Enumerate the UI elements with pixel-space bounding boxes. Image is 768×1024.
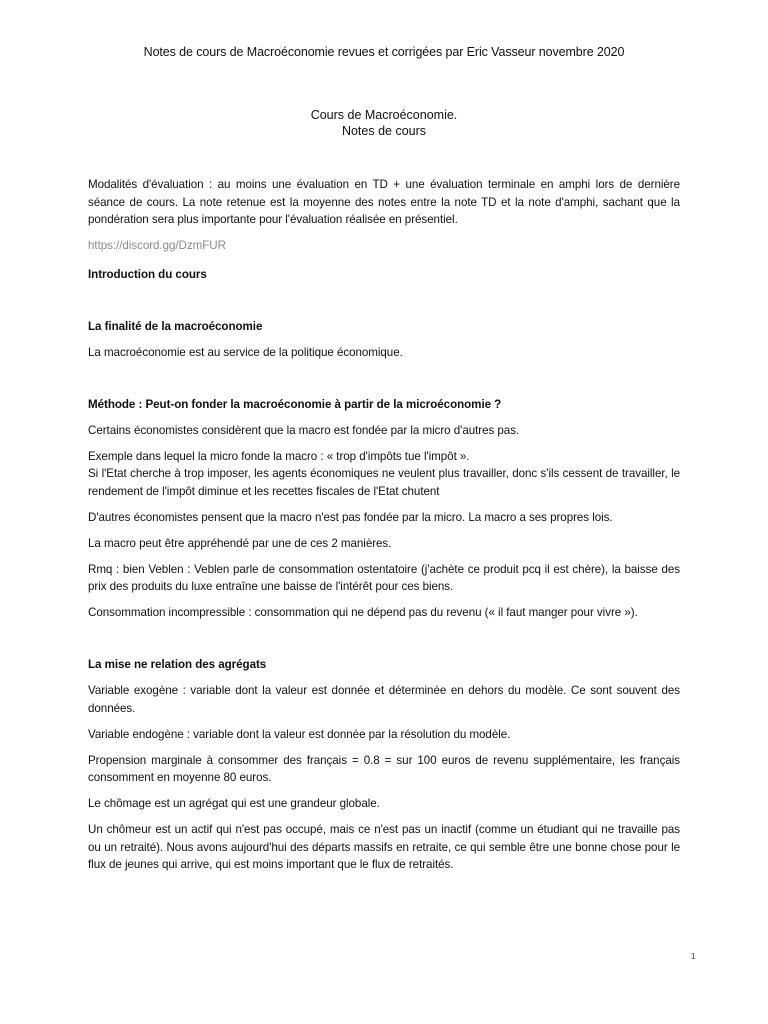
methode-paragraph-3: D'autres économistes pensent que la macro n'est pas fondée par la micro. La macro a ses propres lois. (88, 510, 613, 524)
course-subtitle: Notes de cours (341, 124, 427, 138)
course-title: Cours de Macroéconomie. (310, 108, 458, 122)
methode-paragraph-2b: Si l'Etat cherche à trop imposer, les agents économiques ne veulent plus travailler, donc s'ils cessent de travailler, le rendement de l'impôt diminue et les recettes fiscales de l'Etat chutent (88, 467, 680, 498)
finalite-paragraph: La macroéconomie est au service de la politique économique. (88, 345, 403, 359)
agregats-paragraph-5: Un chômeur est un actif qui n'est pas occupé, mais ce n'est pas un inactif (comme un étudiant qui ne travaille pas ou un retraité). Nous avons aujourd'hui des départs massifs en retraite, ce qui semble être une bonne chose pour le flux de jeunes qui arrive, qui est moins important que le flux de retraités. (88, 823, 680, 871)
finalite-heading: La finalité de la macroéconomie (88, 319, 263, 333)
discord-link[interactable]: https://discord.gg/DzmFUR (88, 239, 226, 252)
agregats-heading: La mise ne relation des agrégats (88, 658, 267, 671)
methode-paragraph-1: Certains économistes considèrent que la macro est fondée par la micro d'autres pas. (88, 423, 520, 437)
agregats-paragraph-1: Variable exogène : variable dont la valeur est donnée et déterminée en dehors du modèle. Ce sont souvent des données. (88, 684, 680, 715)
page-number: 1 (691, 952, 696, 961)
methode-paragraph-5: Rmq : bien Veblen : Veblen parle de consommation ostentatoire (j'achète ce produit pcq il est chère), la baisse des prix des produits du luxe entraîne une baisse de l'intérêt pour ces biens. (88, 562, 680, 593)
modalites-paragraph: Modalités d'évaluation : au moins une évaluation en TD + une évaluation terminale en amphi lors de dernière séance de cours. La note retenue est la moyenne des notes entre la note TD et la note d'amphi, sachant que la pondération sera plus importante pour l'évaluation réalisée en présentiel. (88, 178, 680, 226)
document-body (88, 176, 680, 882)
document-header: Notes de cours de Macroéconomie revues et corrigées par Eric Vasseur novembre 2020 (143, 45, 625, 59)
agregats-paragraph-4: Le chômage est un agrégat qui est une grandeur globale. (88, 797, 380, 810)
intro-heading: Introduction du cours (88, 267, 207, 281)
agregats-paragraph-2: Variable endogène : variable dont la valeur est donnée par la résolution du modèle. (88, 727, 511, 741)
methode-paragraph-6: Consommation incompressible : consommation qui ne dépend pas du revenu (« il faut manger pour vivre »). (88, 606, 638, 619)
methode-paragraph-2a: Exemple dans lequel la micro fonde la macro : « trop d'impôts tue l'impôt ». (88, 449, 470, 463)
methode-paragraph-4: La macro peut être appréhendé par une de ces 2 manières. (88, 536, 392, 550)
methode-heading: Méthode : Peut-on fonder la macroéconomie à partir de la microéconomie ? (88, 397, 502, 411)
agregats-paragraph-3: Propension marginale à consommer des français = 0.8 = sur 100 euros de revenu supplémentaire, les français consomment en moyenne 80 euros. (88, 753, 680, 784)
